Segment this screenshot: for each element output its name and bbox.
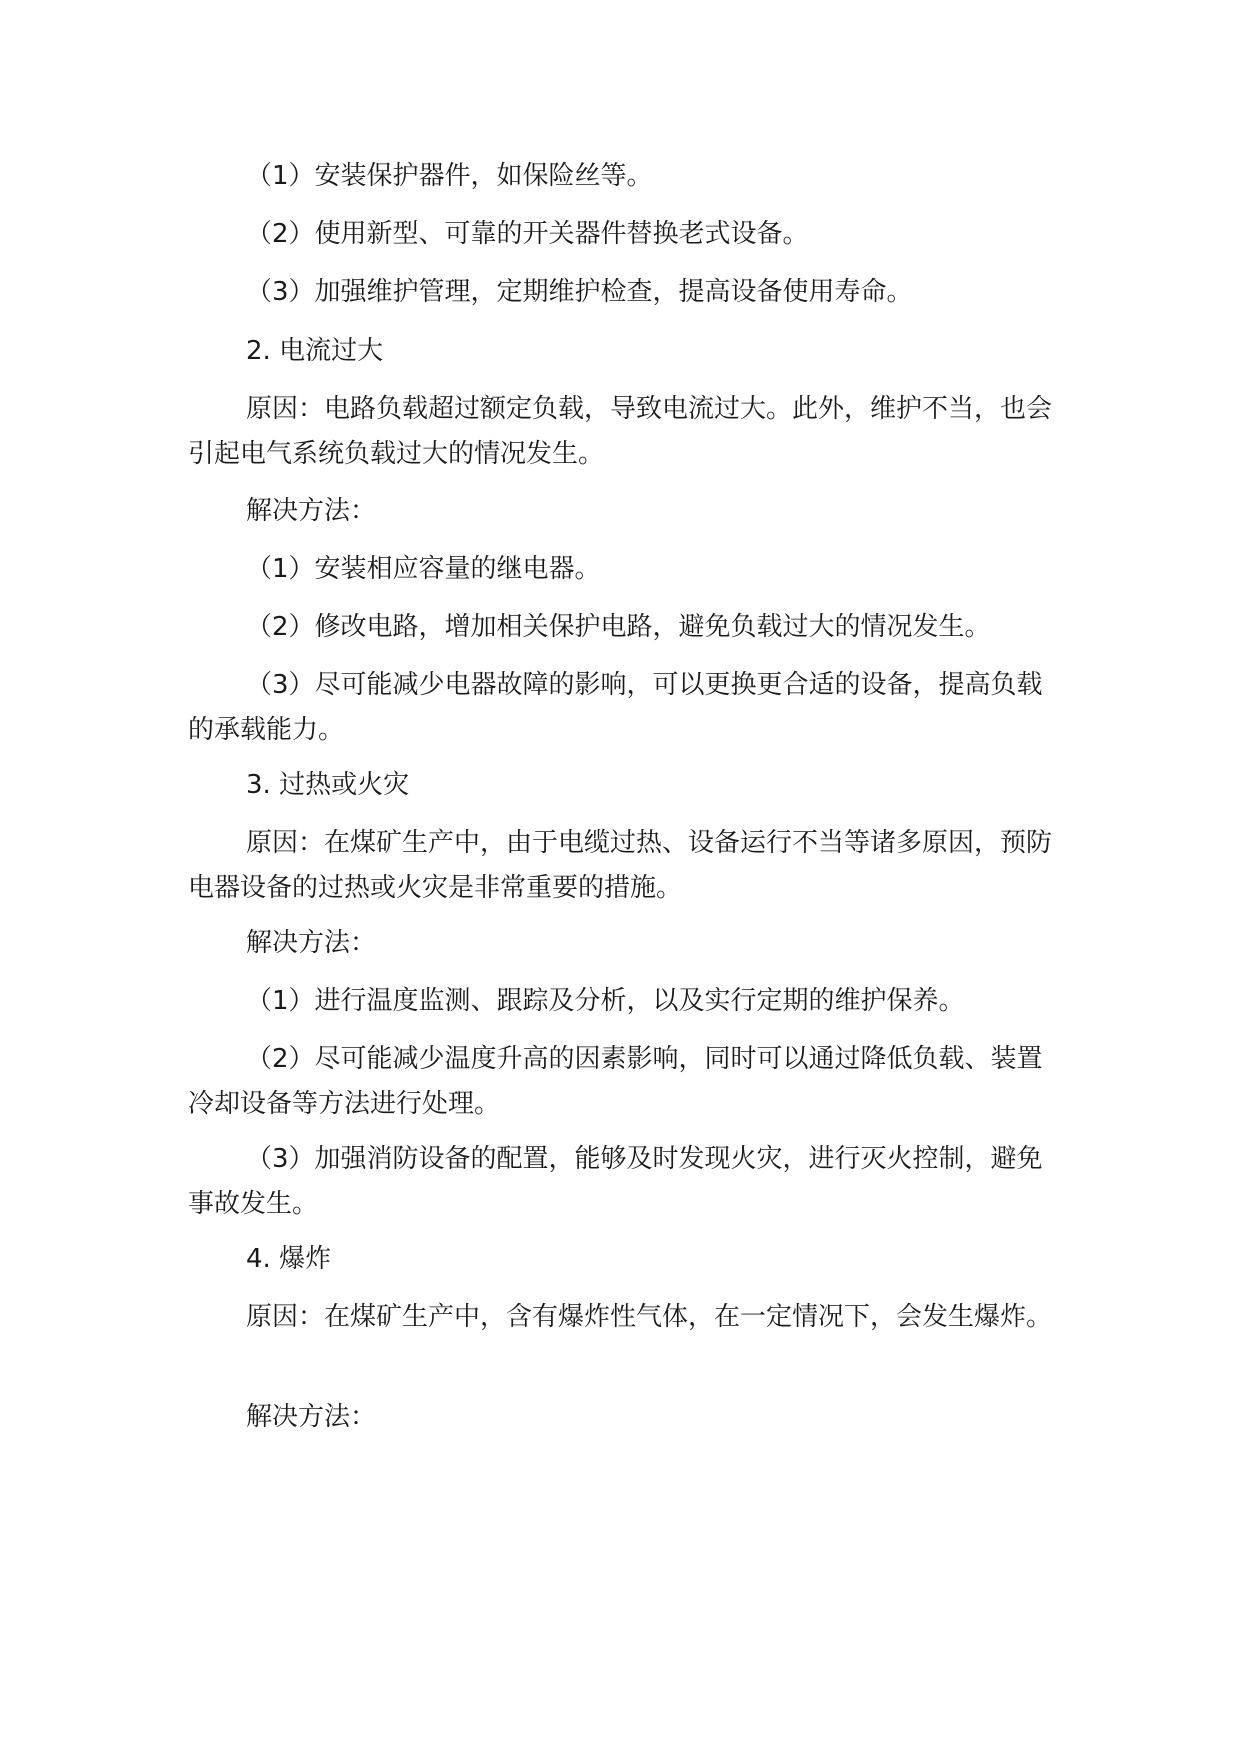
paragraph-13: （1）进行温度监测、跟踪及分析，以及实行定期的维护保养。 [246, 986, 965, 1016]
paragraph-1: （1）安装保护器件，如保险丝等。 [246, 161, 653, 191]
paragraph-9: （3）尽可能减少电器故障的影响，可以更换更合适的设备，提高负载的承载能力。 [188, 670, 1043, 745]
paragraph-3: （3）加强维护管理，定期维护检查，提高设备使用寿命。 [246, 277, 913, 307]
paragraph-7: （1）安装相应容量的继电器。 [246, 554, 601, 584]
paragraph-15: （3）加强消防设备的配置，能够及时发现火灾，进行灭火控制，避免事故发生。 [188, 1144, 1043, 1219]
cause-paragraph-2: 原因：电路负载超过额定负载，导致电流过大。此外，维护不当，也会引起电气系统负载过大的情况发生。 [188, 394, 1053, 469]
section-heading-3: 3. 过热或火灾 [246, 770, 410, 800]
cause-paragraph-4: 原因：在煤矿生产中，含有爆炸性气体，在一定情况下，会发生爆炸。 [246, 1302, 1053, 1332]
solution-label-3: 解决方法： [246, 928, 377, 958]
paragraph-14: （2）尽可能减少温度升高的因素影响，同时可以通过降低负载、装置冷却设备等方法进行处理。 [188, 1044, 1043, 1119]
paragraph-2: （2）使用新型、可靠的开关器件替换老式设备。 [246, 219, 809, 249]
paragraph-8: （2）修改电路，增加相关保护电路，避免负载过大的情况发生。 [246, 612, 991, 642]
solution-label-2: 解决方法： [246, 496, 377, 526]
cause-paragraph-3: 原因：在煤矿生产中，由于电缆过热、设备运行不当等诸多原因，预防电器设备的过热或火灾是非常重要的措施。 [188, 828, 1053, 903]
section-heading-2: 2. 电流过大 [246, 336, 384, 366]
solution-label-4: 解决方法： [246, 1402, 377, 1432]
section-heading-4: 4. 爆炸 [246, 1244, 332, 1274]
